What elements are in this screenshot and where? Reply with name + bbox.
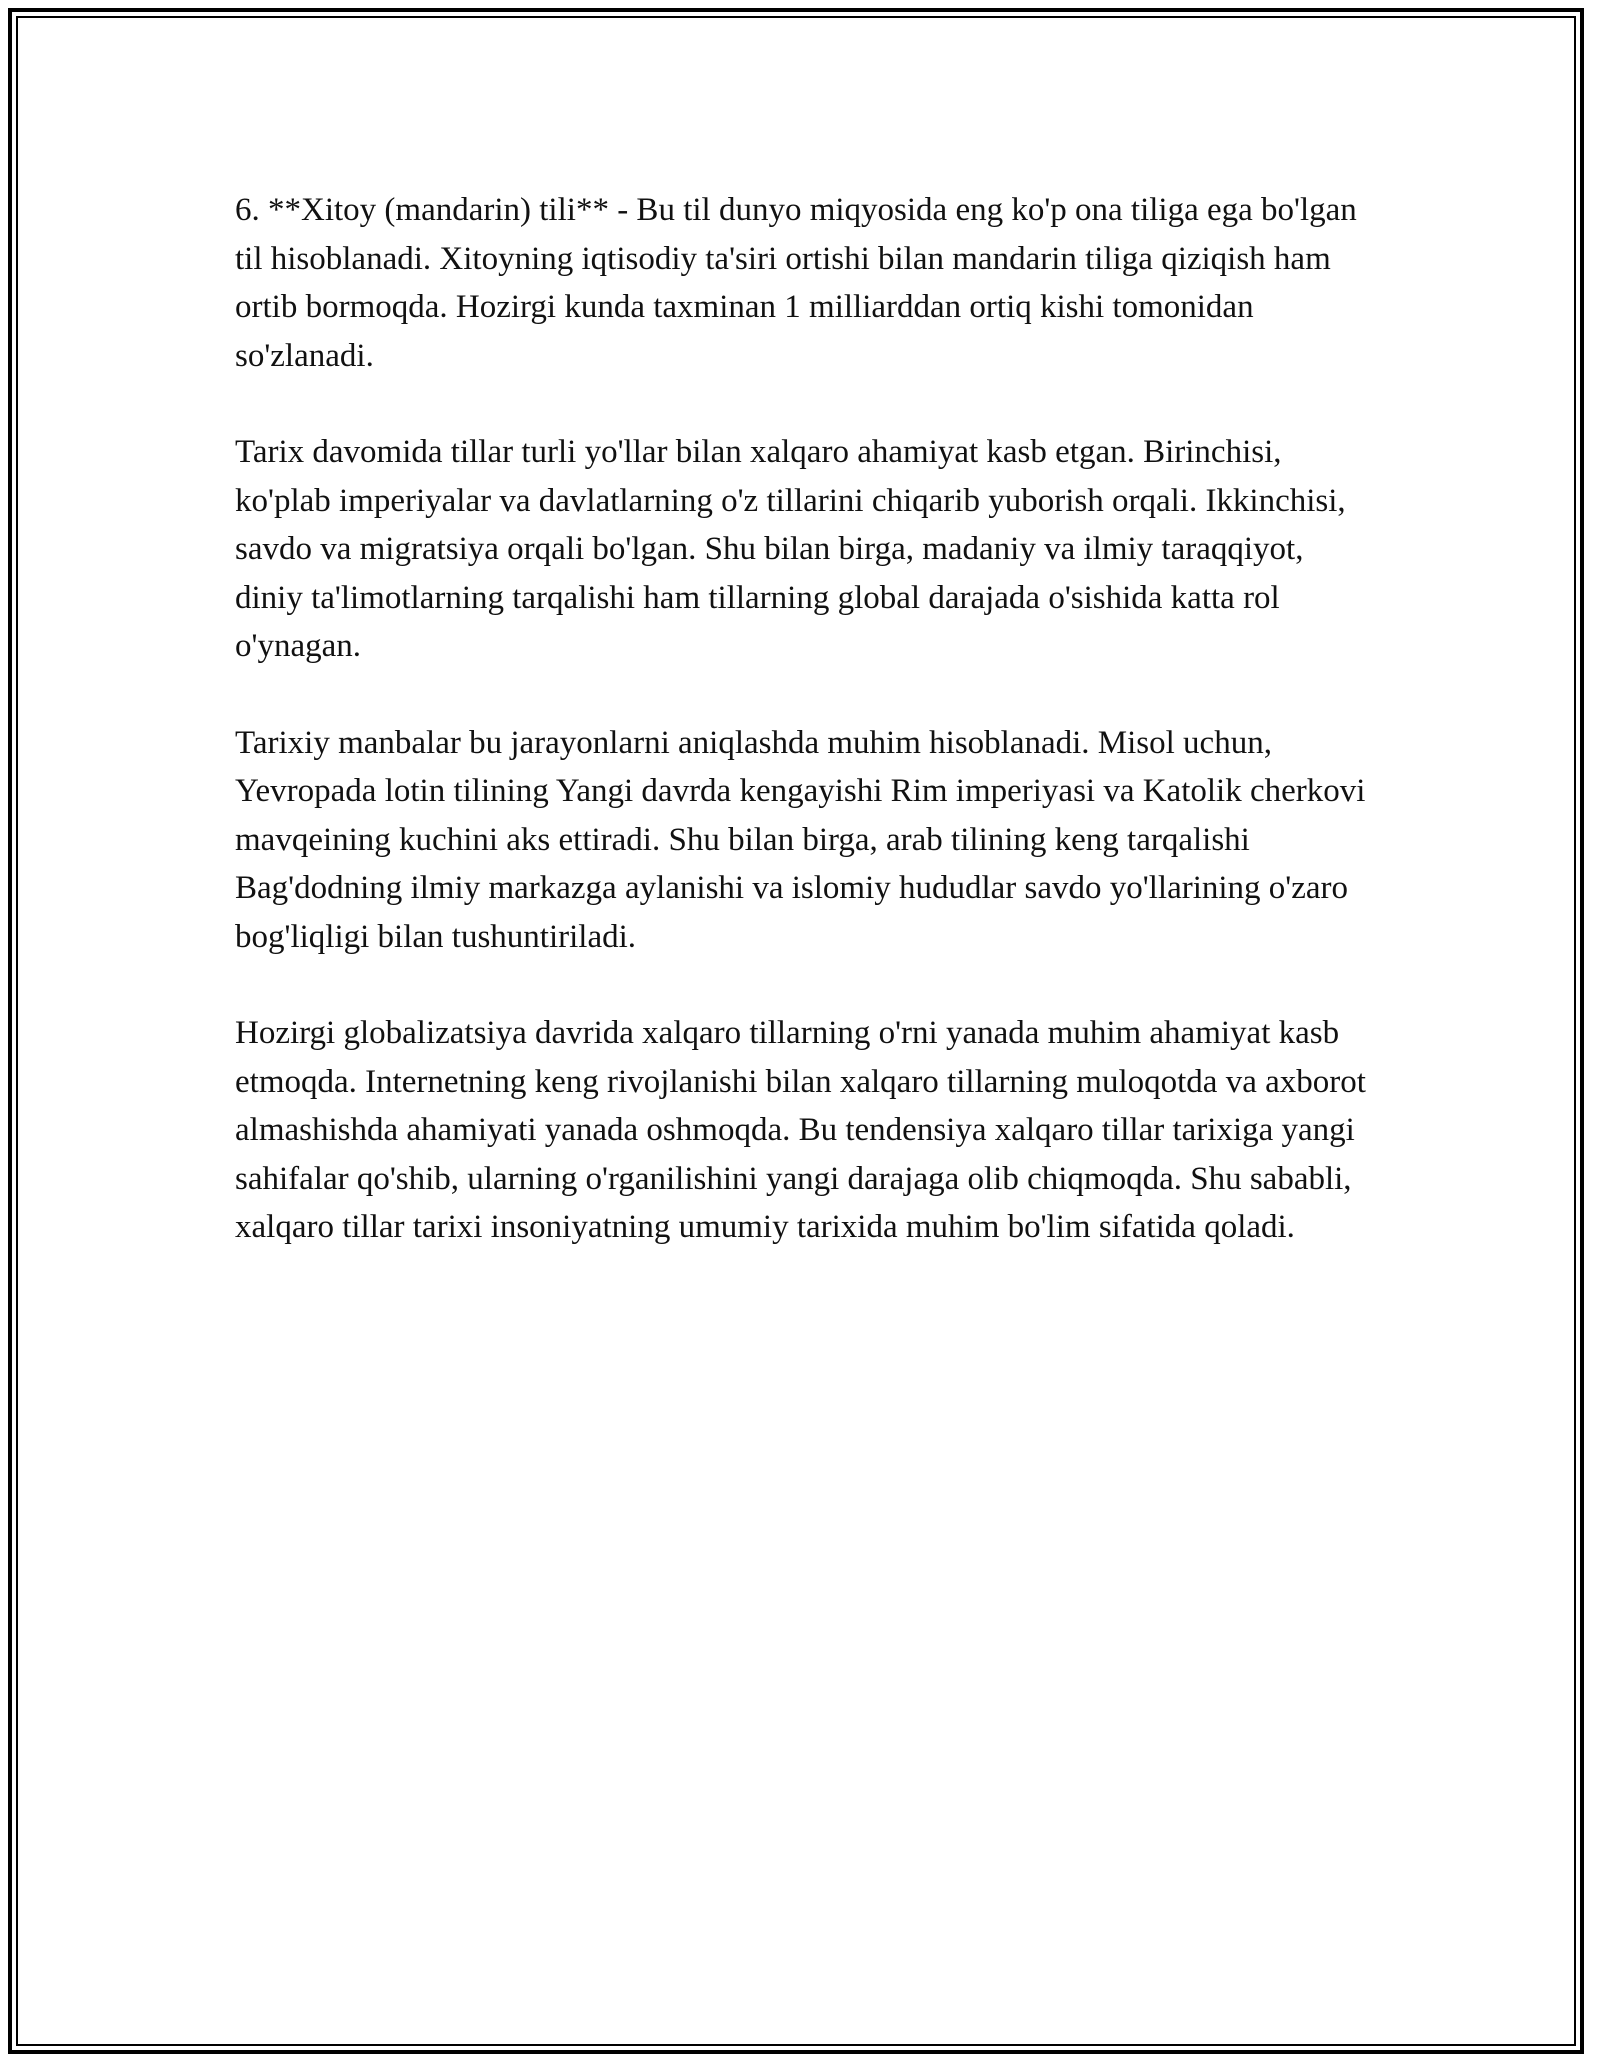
- paragraph-history-spread: Tarix davomida tillar turli yo'llar bilan xalqaro ahamiyat kasb etgan. Birinchisi, ko'plab imperiyalar va davlatlarning o'z tillarini chiqarib yuborish orqali. Ikkinchisi, savdo va migratsiya orqali bo'lgan. Shu bilan birga, madaniy va ilmiy taraqqiyot, diniy ta'limotlarning tarqalishi ham tillarning global darajada o'sishida katta rol o'ynagan.: [235, 434, 1346, 664]
- document-body: [235, 186, 1375, 1300]
- paragraph-historical-sources: Tarixiy manbalar bu jarayonlarni aniqlashda muhim hisoblanadi. Misol uchun, Yevropada lotin tilining Yangi davrda kengayishi Rim imperiyasi va Katolik cherkovi mavqeining kuchini aks ettiradi. Shu bilan birga, arab tilining keng tarqalishi Bag'dodning ilmiy markazga aylanishi va islomiy hududlar savdo yo'llarining o'zaro bog'liqligi bilan tushuntiriladi.: [235, 724, 1366, 955]
- paragraph-mandarin: 6. **Xitoy (mandarin) tili** - Bu til dunyo miqyosida eng ko'p ona tiliga ega bo'lgan til hisoblanadi. Xitoyning iqtisodiy ta'siri ortishi bilan mandarin tiliga qiziqish ham ortib bormoqda. Hozirgi kunda taxminan 1 milliarddan ortiq kishi tomonidan so'zlanadi.: [235, 192, 1357, 374]
- paragraph-globalization: Hozirgi globalizatsiya davrida xalqaro tillarning o'rni yanada muhim ahamiyat kasb etmoqda. Internetning keng rivojlanishi bilan xalqaro tillarning muloqotda va axborot almashishda ahamiyati yanada oshmoqda. Bu tendensiya xalqaro tillar tarixiga yangi sahifalar qo'shib, ularning o'rganilishini yangi darajaga olib chiqmoqda. Shu sababli, xalqaro tillar tarixi insoniyatning umumiy tarixida muhim bo'lim sifatida qoladi.: [235, 1015, 1366, 1245]
